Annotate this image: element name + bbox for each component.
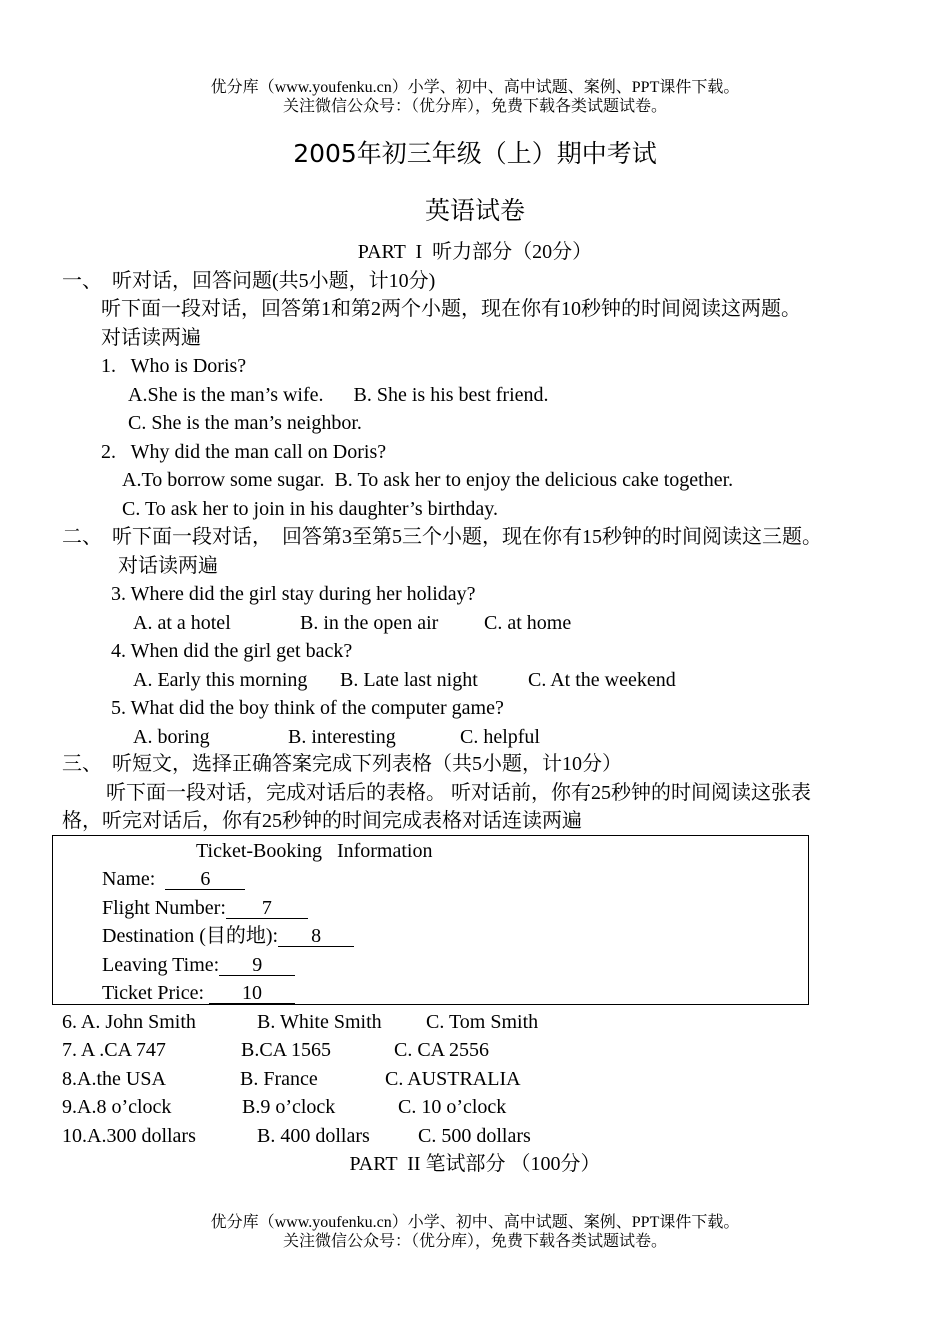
answer-9-option-c: C. 10 o’clock — [398, 1096, 507, 1118]
header-line-1: 优分库（www.youfenku.cn）小学、初中、高中试题、案例、PPT课件下载。 — [210, 79, 740, 96]
ticket-flight-row — [102, 896, 308, 920]
answer-7-option-c: C. CA 2556 — [394, 1039, 490, 1061]
answer-8-option-c: C. AUSTRALIA — [385, 1068, 521, 1090]
section-1-instruction: 听下面一段对话，回答第1和第2两个小题，现在你有10秒钟的时间阅读这两题。 — [101, 298, 801, 320]
answer-10-option-a: 10.A.300 dollars — [62, 1125, 196, 1147]
ticket-leaving-row — [102, 953, 295, 977]
answer-8-option-b: B. France — [240, 1068, 318, 1090]
section-2-heading: 二、 听下面一段对话， 回答第3至第5三个小题，现在你有15秒钟的时间阅读这三题。 — [62, 526, 822, 548]
ticket-price-row — [102, 981, 295, 1005]
part-1-heading: PART I 听力部分（20分） — [357, 241, 593, 263]
ticket-price-label: Ticket Price: — [102, 982, 205, 1004]
answer-10-option-c: C. 500 dollars — [418, 1125, 531, 1147]
question-5-option-b: B. interesting — [288, 726, 396, 748]
question-3-option-a: A. at a hotel — [133, 612, 231, 634]
answer-6-option-b: B. White Smith — [257, 1011, 382, 1033]
answer-8-option-a: 8.A.the USA — [62, 1068, 166, 1090]
question-5-option-c: C. helpful — [460, 726, 540, 748]
question-5: 5. What did the boy think of the computer game? — [111, 697, 504, 719]
answer-10-option-b: B. 400 dollars — [257, 1125, 370, 1147]
ticket-leaving-label: Leaving Time: — [102, 954, 220, 976]
page-subtitle: 英语试卷 — [424, 196, 525, 225]
answer-7-option-b: B.CA 1565 — [241, 1039, 332, 1061]
question-4-option-a: A. Early this morning — [133, 669, 308, 691]
question-3: 3. Where did the girl stay during her holiday? — [111, 583, 476, 605]
question-1-option-c: C. She is the man’s neighbor. — [128, 412, 362, 434]
ticket-destination-row — [102, 924, 354, 948]
part-2-heading: PART II 笔试部分 （100分） — [349, 1153, 601, 1175]
section-3-instruction: 听下面一段对话，完成对话后的表格。 听对话前，你有25秒钟的时间阅读这张表 — [106, 782, 811, 804]
question-5-option-a: A. boring — [133, 726, 210, 748]
section-1-instruction-2: 对话读两遍 — [101, 327, 201, 349]
blank-6: 6 — [165, 869, 245, 890]
question-3-option-c: C. at home — [484, 612, 572, 634]
question-4-option-b: B. Late last night — [340, 669, 478, 691]
question-2-option-c: C. To ask her to join in his daughter’s birthday. — [122, 498, 498, 520]
blank-9: 9 — [219, 955, 295, 976]
section-3-instruction-2: 格，听完对话后，你有25秒钟的时间完成表格对话连读两遍 — [62, 810, 582, 832]
blank-7: 7 — [226, 898, 308, 919]
answer-9-option-a: 9.A.8 o’clock — [62, 1096, 172, 1118]
ticket-name-row — [102, 867, 245, 891]
blank-8: 8 — [278, 926, 354, 947]
question-2-options-ab: A.To borrow some sugar. B. To ask her to enjoy the delicious cake together. — [122, 469, 734, 491]
header-line-2: 关注微信公众号：（优分库），免费下载各类试题试卷。 — [282, 98, 667, 115]
footer-line-2: 关注微信公众号：（优分库），免费下载各类试题试卷。 — [282, 1233, 667, 1250]
section-2-instruction: 对话读两遍 — [118, 555, 218, 577]
section-3-heading: 三、 听短文，选择正确答案完成下列表格（共5小题，计10分） — [62, 753, 622, 775]
question-1: 1. Who is Doris? — [101, 355, 247, 377]
question-2: 2. Why did the man call on Doris? — [101, 441, 387, 463]
question-4-option-c: C. At the weekend — [528, 669, 676, 691]
question-1-options-ab: A.She is the man’s wife. B. She is his best friend. — [128, 384, 549, 406]
footer-line-1: 优分库（www.youfenku.cn）小学、初中、高中试题、案例、PPT课件下载。 — [210, 1214, 740, 1231]
question-3-option-b: B. in the open air — [300, 612, 439, 634]
answer-6-option-a: 6. A. John Smith — [62, 1011, 196, 1033]
page-title: 2005年初三年级（上）期中考试 — [293, 139, 657, 168]
answer-9-option-b: B.9 o’clock — [242, 1096, 336, 1118]
ticket-destination-label: Destination (目的地): — [102, 925, 279, 947]
blank-10: 10 — [209, 983, 295, 1004]
ticket-flight-label: Flight Number: — [102, 897, 226, 919]
section-1-heading: 一、 听对话，回答问题(共5小题，计10分) — [62, 270, 436, 292]
ticket-name-label: Name: — [102, 868, 156, 890]
ticket-title: Ticket-Booking Information — [196, 840, 433, 862]
answer-6-option-c: C. Tom Smith — [426, 1011, 539, 1033]
question-4: 4. When did the girl get back? — [111, 640, 353, 662]
answer-7-option-a: 7. A .CA 747 — [62, 1039, 166, 1061]
